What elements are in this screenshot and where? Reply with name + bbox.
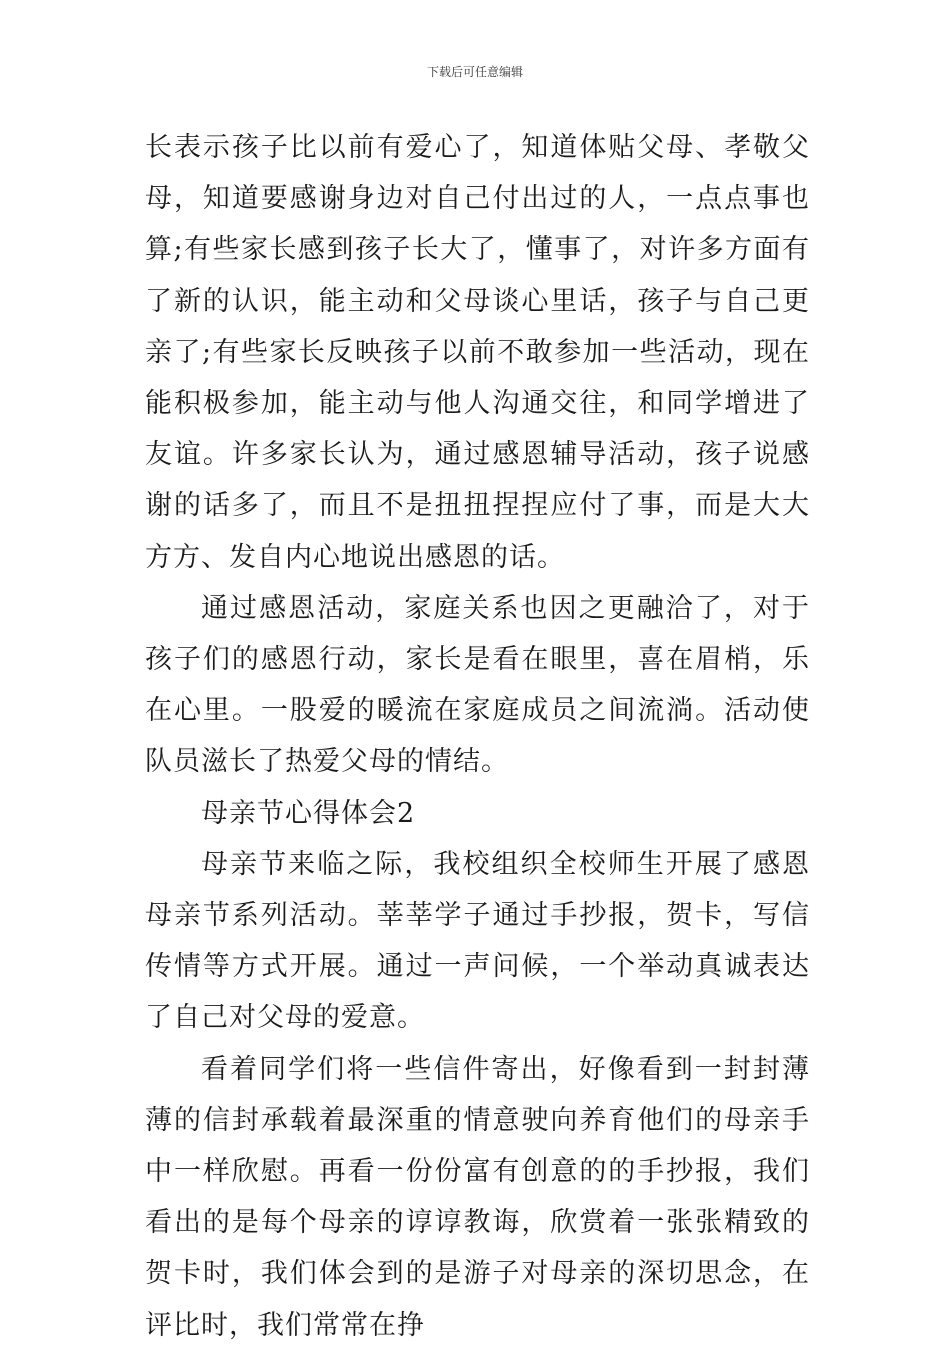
paragraph-2: 通过感恩活动，家庭关系也因之更融洽了，对于孩子们的感恩行动，家长是看在眼里，喜在眉梢，乐在心里。一股爱的暖流在家庭成员之间流淌。活动使队员滋长了热爱父母的情结。 [145, 592, 810, 778]
paragraph-3: 母亲节来临之际，我校组织全校师生开展了感恩母亲节系列活动。莘莘学子通过手抄报，贺卡，写信传情等方式开展。通过一声问候，一个举动真诚表达了自己对父母的爱意。 [145, 848, 810, 1034]
section-heading: 母亲节心得体会2 [201, 797, 416, 829]
paragraph-1: 长表示孩子比以前有爱心了，知道体贴父母、孝敬父母，知道要感谢身边对自己付出过的人，一点点事也算;有些家长感到孩子长大了，懂事了，对许多方面有了新的认识，能主动和父母谈心里话，孩子与自己更亲了;有些家长反映孩子以前不敢参加一些活动，现在能积极参加，能主动与他人沟通交往，和同学增进了友谊。许多家长认为，通过感恩辅导活动，孩子说感谢的话多了，而且不是扭扭捏捏应付了事，而是大大方方、发自内心地说出感恩的话。 [145, 132, 810, 573]
paragraph-4: 看着同学们将一些信件寄出，好像看到一封封薄薄的信封承载着最深重的情意驶向养育他们的母亲手中一样欣慰。再看一份份富有创意的的手抄报，我们看出的是每个母亲的谆谆教诲，欣赏着一张张精致的贺卡时，我们体会到的是游子对母亲的深切思念，在评比时，我们常常在挣 [145, 1053, 810, 1341]
page-header: 下载后可任意编辑 [426, 65, 523, 79]
document-body [145, 122, 810, 1351]
